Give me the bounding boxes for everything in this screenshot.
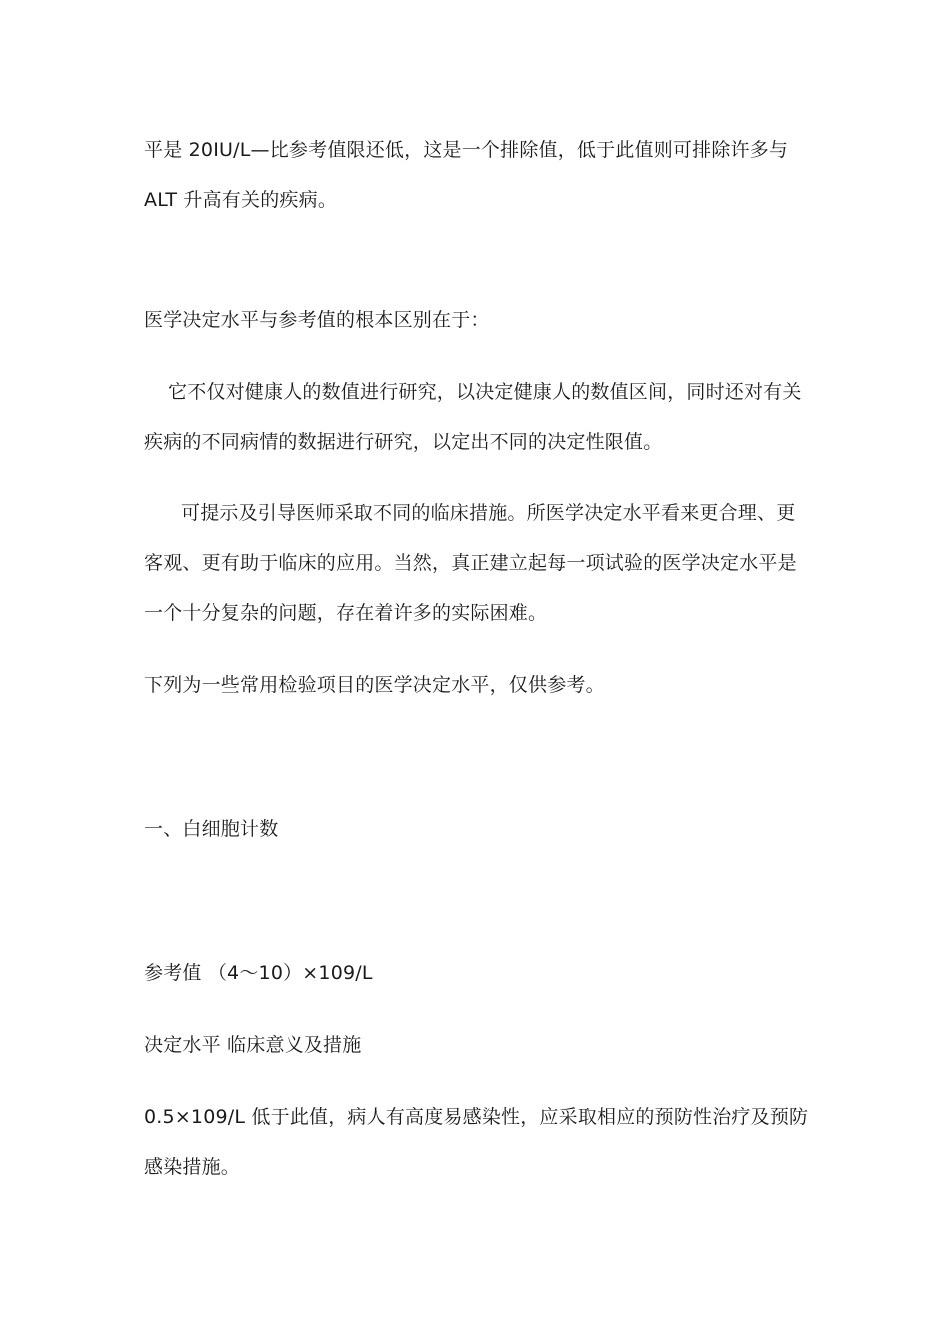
reference-value: 参考值 （4～10）×109/L [144, 962, 373, 984]
section-heading-wbc: 一、白细胞计数 [144, 818, 279, 840]
paragraph-alt-line-1: 平是 20IU/L—比参考值限还低，这是一个排除值，低于此值则可排除许多与 [144, 139, 789, 161]
decision-table-header: 决定水平 临床意义及措施 [144, 1034, 362, 1056]
paragraph-list-intro: 下列为一些常用检验项目的医学决定水平，仅供参考。 [144, 674, 605, 696]
paragraph-clinical-line-1: 可提示及引导医师采取不同的临床措施。所医学决定水平看来更合理、更 [181, 502, 796, 524]
decision-entry-line-1: 0.5×109/L 低于此值，病人有高度易感染性，应采取相应的预防性治疗及预防 [144, 1106, 809, 1128]
paragraph-difference-line-2: 疾病的不同病情的数据进行研究，以定出不同的决定性限值。 [144, 431, 663, 453]
paragraph-clinical-line-2: 客观、更有助于临床的应用。当然，真正建立起每一项试验的医学决定水平是 [144, 552, 797, 574]
paragraph-difference-intro: 医学决定水平与参考值的根本区别在于： [144, 309, 490, 331]
decision-entry-line-2: 感染措施。 [144, 1156, 241, 1178]
paragraph-clinical-line-3: 一个十分复杂的问题，存在着许多的实际困难。 [144, 602, 548, 624]
paragraph-alt-line-2: ALT 升高有关的疾病。 [144, 189, 338, 211]
paragraph-difference-line-1: 它不仅对健康人的数值进行研究，以决定健康人的数值区间，同时还对有关 [168, 381, 802, 403]
